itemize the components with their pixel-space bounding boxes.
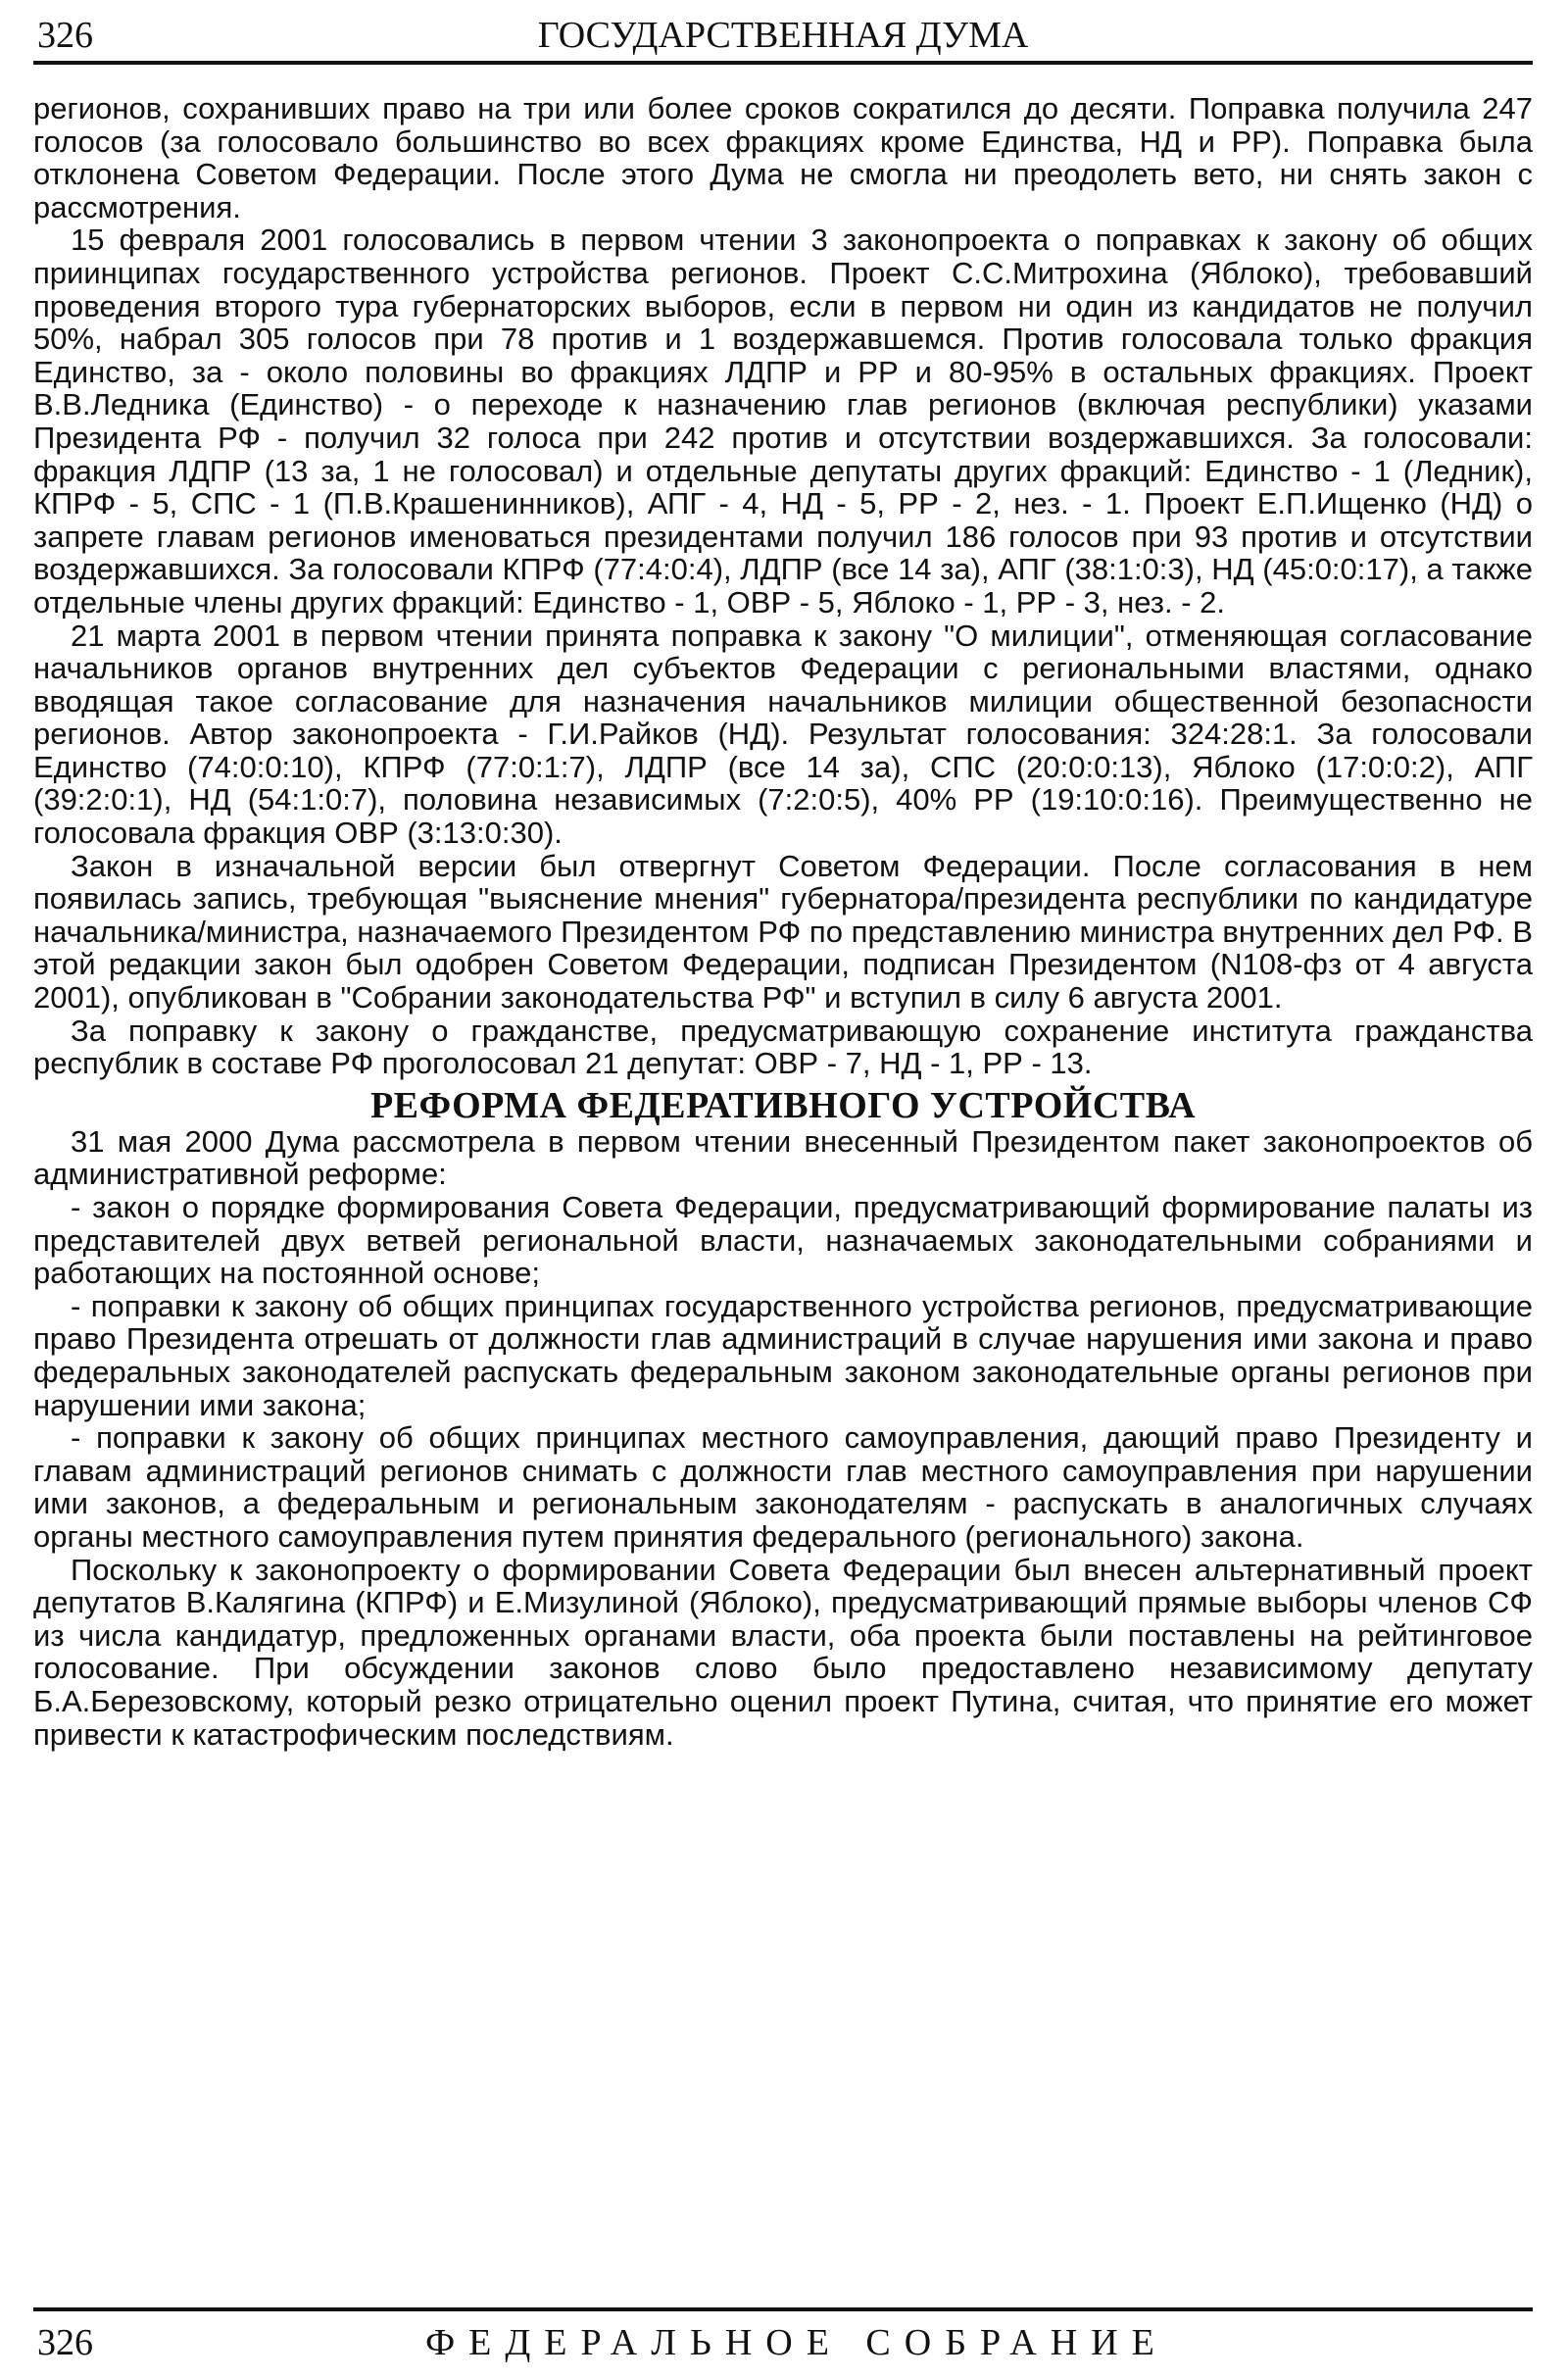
running-header	[33, 10, 1533, 61]
paragraph: регионов, сохранивших право на три или более сроков сократился до десяти. Поправка получила 247 голосов (за голосовало большинство во всех фракциях кроме Единства, НД и РР). Поправка была отклонена Советом Федерации. После этого Дума не смогла ни преодолеть вето, ни снять закон с рассмотрения.	[33, 91, 1533, 224]
list-item: - поправки к закону об общих принципах государственного устройства регионов, предусматривающие право Президента отрешать от должности глав администраций в случае нарушения ими закона и право федеральных законодателей распускать федеральным законом законодательные органы регионов при нарушении ими закона;	[33, 1288, 1533, 1422]
body-text	[33, 92, 1533, 1751]
header-rule	[33, 61, 1533, 65]
list-item: - поправки к закону об общих принципах местного самоуправления, дающий право Президенту и главам администраций регионов снимать с должности глав местного самоуправления при нарушении ими законов, а федеральным и региональным законодателям - распускать в аналогичных случаях органы местного самоуправления путем принятия федерального (регионального) закона.	[33, 1420, 1533, 1554]
footer-page-number: 326	[37, 2322, 93, 2363]
header-page-number: 326	[37, 15, 93, 56]
footer-rule	[33, 2307, 1533, 2311]
running-footer	[33, 2317, 1533, 2368]
section-title: РЕФОРМА ФЕДЕРАТИВНОГО УСТРОЙСТВА	[369, 1084, 1197, 1126]
paragraph: Поскольку к законопроекту о формировании Совета Федерации был внесен альтернативный проект депутатов В.Калягина (КПРФ) и Е.Мизулиной (Яблоко), предусматривающий прямые выборы членов СФ из числа кандидатур, предложенных органами власти, оба проекта были поставлены на рейтинговое голосование. При обсуждении законов слово было предоставлено независимому депутату Б.А.Березовскому, который резко отрицательно оценил проект Путина, считая, что принятие его может привести к катастрофическим последствиям.	[33, 1552, 1533, 1752]
paragraph: 21 марта 2001 в первом чтении принята поправка к закону "О милиции", отменяющая согласование начальников органов внутренних дел субъектов Федерации с региональными властями, однако вводящая такое согласование для назначения начальников милиции общественной безопасности регионов. Автор законопроекта - Г.И.Райков (НД). Результат голосования: 324:28:1. За голосовали Единство (74:0:0:10), КПРФ (77:0:1:7), ЛДПР (все 14 за), СПС (20:0:0:13), Яблоко (17:0:0:2), АПГ (39:2:0:1), НД (54:1:0:7), половина независимых (7:2:0:5), 40% РР (19:10:0:16). Преимущественно не голосовала фракция ОВР (3:13:0:30).	[33, 618, 1533, 851]
paragraph: 15 февраля 2001 голосовались в первом чтении 3 законопроекта о поправках к закону об общих приинципах государственного устройства регионов. Проект С.С.Митрохина (Яблоко), требовавший проведения второго тура губернаторских выборов, если в первом ни один из кандидатов не получил 50%, набрал 305 голосов при 78 против и 1 воздержавшемся. Против голосовала только фракция Единство, за - около половины во фракциях ЛДПР и РР и 80-95% в остальных фракциях. Проект В.В.Ледника (Единство) - о переходе к назначению глав регионов (включая республики) указами Президента РФ - получил 32 голоса при 242 против и отсутствии воздержавшихся. За голосовали: фракция ЛДПР (13 за, 1 не голосовал) и отдельные депутаты других фракций: Единство - 1 (Ледник), КПРФ - 5, СПС - 1 (П.В.Крашенинников), АПГ - 4, НД - 5, РР - 2, нез. - 1. Проект Е.П.Ищенко (НД) о запрете главам регионов именоваться президентами получил 186 голосов при 93 против и отсутствии воздержавшихся. За голосовали КПРФ (77:4:0:4), ЛДПР (все 14 за), АПГ (38:1:0:3), НД (45:0:0:17), а также отдельные члены других фракций: Единство - 1, ОВР - 5, Яблоко - 1, РР - 3, нез. - 2.	[33, 223, 1533, 620]
book-page	[33, 0, 1533, 2379]
header-title: ГОСУДАРСТВЕННАЯ ДУМА	[537, 15, 1029, 56]
footer-title: ФЕДЕРАЛЬНОЕ СОБРАНИЕ	[425, 2322, 1168, 2363]
paragraph: За поправку к закону о гражданстве, предусматривающую сохранение института гражданства республик в составе РФ проголосовал 21 депутат: ОВР - 7, НД - 1, РР - 13.	[33, 1013, 1533, 1081]
paragraph: 31 мая 2000 Дума рассмотрела в первом чтении внесенный Президентом пакет законопроектов об административной реформе:	[33, 1123, 1533, 1192]
list-item: - закон о порядке формирования Совета Федерации, предусматривающий формирование палаты из представителей двух ветвей региональной власти, назначаемых законодательными собраниями и работающих на постоянной основе;	[33, 1190, 1533, 1291]
paragraph: Закон в изначальной версии был отвергнут Советом Федерации. После согласования в нем появилась запись, требующая "выяснение мнения" губернатора/президента республики по кандидатуре начальника/министра, назначаемого Президентом РФ по представлению министра внутренних дел РФ. В этой редакции закон был одобрен Советом Федерации, подписан Президентом (N108-фз от 4 августа 2001), опубликован в "Собрании законодательства РФ" и вступил в силу 6 августа 2001.	[33, 848, 1533, 1016]
